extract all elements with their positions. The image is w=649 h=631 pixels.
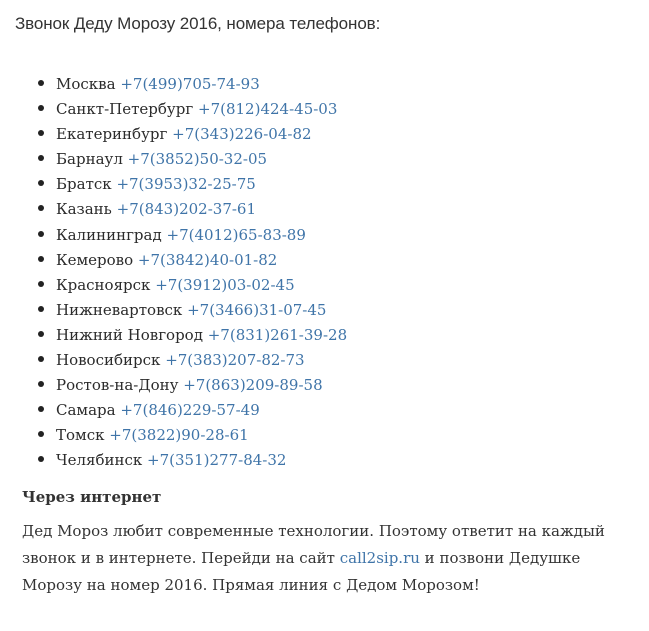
city-name: Ростов-на-Дону [56,376,179,395]
city-name: Екатеринбург [56,125,168,144]
phone-link[interactable]: +7(846)229-57-49 [120,401,260,420]
paragraph-text-start: Дед Мороз любит современные технологии. Поэтому ответит на каждый звонок и в интернете. Перейди на сайт [22,522,605,567]
bullet-icon [38,180,44,186]
section-title: Через интернет [22,488,162,506]
phone-link[interactable]: +7(4012)65-83-89 [166,225,306,244]
city-name: Кемерово [56,250,134,269]
list-item [20,72,347,97]
list-item [20,97,347,122]
internet-paragraph [22,518,632,599]
phone-list [20,72,347,474]
page-heading: Звонок Деду Морозу 2016, номера телефонов: [15,14,381,33]
city-name: Новосибирск [56,351,161,370]
city-name: Казань [56,200,112,219]
list-item [20,348,347,373]
city-name: Москва [56,75,116,93]
phone-link[interactable]: +7(3953)32-25-75 [116,175,256,194]
phone-link[interactable]: +7(3466)31-07-45 [187,300,327,319]
list-item [20,172,347,197]
list-item [20,248,347,273]
list-item [20,398,347,423]
bullet-icon [38,80,44,86]
list-item [20,122,347,147]
city-name: Братск [56,175,112,194]
phone-link[interactable]: +7(863)209-89-58 [183,376,323,395]
bullet-icon [38,456,44,462]
phone-link[interactable]: +7(3852)50-32-05 [127,150,268,169]
city-name: Челябинск [56,451,143,470]
phone-link[interactable]: +7(3912)03-02-45 [155,275,295,294]
bullet-icon [38,381,44,387]
phone-link[interactable]: +7(812)424-45-03 [198,100,338,119]
bullet-icon [38,406,44,412]
list-item [20,373,347,398]
bullet-icon [38,155,44,161]
bullet-icon [38,331,44,337]
phone-link[interactable]: +7(3822)90-28-61 [109,426,249,445]
phone-link[interactable]: +7(499)705-74-93 [120,75,260,93]
bullet-icon [38,205,44,211]
list-item [20,423,347,448]
bullet-icon [38,281,44,287]
phone-link[interactable]: +7(3842)40-01-82 [137,250,278,269]
city-name: Барнаул [56,150,123,169]
list-item [20,323,347,348]
city-name: Нижневартовск [56,300,183,319]
list-item [20,223,347,248]
bullet-icon [38,431,44,437]
site-link[interactable]: call2sip.ru [339,549,420,567]
list-item [20,273,347,298]
city-name: Самара [56,401,116,420]
city-name: Красноярск [56,275,151,294]
phone-link[interactable]: +7(831)261-39-28 [207,325,348,344]
bullet-icon [38,105,44,111]
phone-link[interactable]: +7(383)207-82-73 [165,351,305,370]
phone-link[interactable]: +7(343)226-04-82 [172,125,312,144]
phone-link[interactable]: +7(843)202-37-61 [116,200,257,219]
phone-link[interactable]: +7(351)277-84-32 [147,451,287,470]
bullet-icon [38,130,44,136]
paragraph-text-end: и позвони Дедушке Морозу на номер 2016. Прямая линия с Дедом Морозом! [22,549,581,594]
bullet-icon [38,231,44,237]
list-item [20,197,347,222]
city-name: Санкт-Петербург [56,100,194,119]
list-item [20,448,347,473]
bullet-icon [38,256,44,262]
city-name: Калининград [56,225,162,244]
list-item [20,298,347,323]
list-item [20,147,347,172]
city-name: Томск [56,426,105,445]
bullet-icon [38,306,44,312]
bullet-icon [38,356,44,362]
city-name: Нижний Новгород [56,325,203,344]
